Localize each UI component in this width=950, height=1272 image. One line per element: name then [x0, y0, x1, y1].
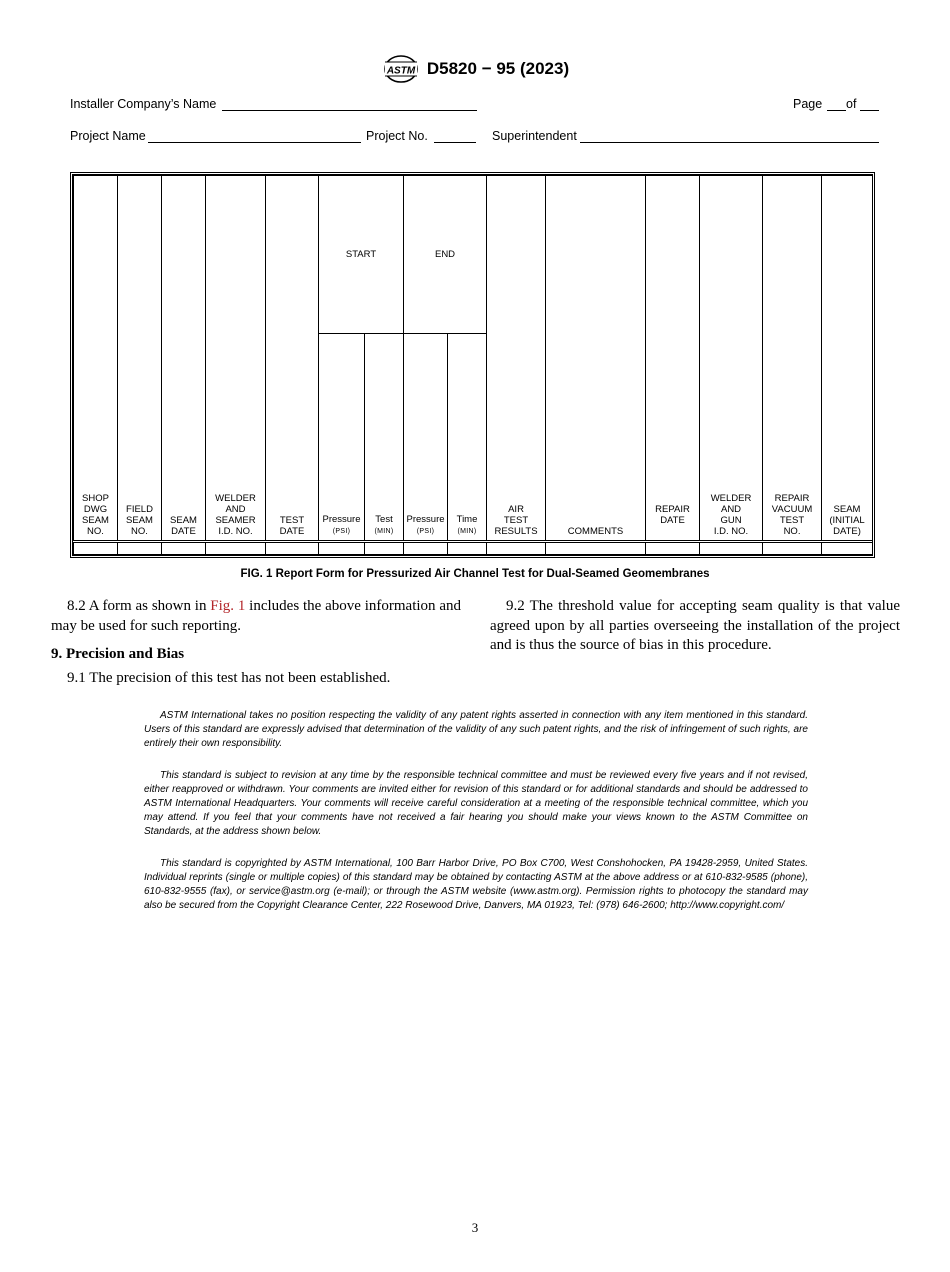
col-repair-date: REPAIR DATE	[646, 176, 700, 542]
col-repair-vacuum-test-no: REPAIR VACUUM TEST NO.	[763, 176, 822, 542]
entry-cell[interactable]	[487, 542, 546, 555]
entry-cell[interactable]	[763, 542, 822, 555]
table-body-row	[74, 542, 873, 555]
col-start-pressure: Pressure (PSI)	[319, 333, 365, 541]
col-group-end: END	[404, 176, 487, 334]
entry-cell[interactable]	[74, 542, 118, 555]
col-start-test: Test (MIN)	[365, 333, 404, 541]
project-name-label: Project Name	[70, 129, 146, 143]
left-column	[51, 597, 461, 688]
figure-caption: FIG. 1 Report Form for Pressurized Air Channel Test for Dual-Seamed Geomembranes	[240, 568, 710, 580]
document-header	[0, 56, 950, 82]
page-label: Page	[793, 97, 823, 111]
col-test-date: TEST DATE	[266, 176, 319, 542]
page-blank	[827, 110, 846, 111]
entry-cell[interactable]	[118, 542, 162, 555]
page-number: 3	[471, 1220, 479, 1235]
document-designation: D5820 − 95 (2023)	[426, 59, 570, 78]
col-shop-dwg-seam-no: SHOP DWG SEAM NO.	[74, 176, 118, 542]
fig-1-link[interactable]: Fig. 1	[210, 598, 246, 614]
entry-cell[interactable]	[404, 542, 448, 555]
notice-revision: This standard is subject to revision at any time by the responsible technical committee and must be reviewed every five years and if not revised, either reapproved or withdrawn. Your comments are invited either for revision of this standard or for additional standards and should be addressed to ASTM International Headquarters. Your comments will receive careful consideration at a meeting of the responsible technical committee, which you may attend. If you feel that your comments have not received a fair hearing you should make your views known to the ASTM Committee on Standards, at the address shown below.	[144, 770, 808, 837]
of-label: of	[846, 97, 857, 111]
col-field-seam-no: FIELD SEAM NO.	[118, 176, 162, 542]
col-welder-gun-id: WELDER AND GUN I.D. NO.	[700, 176, 763, 542]
col-welder-seamer-id: WELDER AND SEAMER I.D. NO.	[206, 176, 266, 542]
installer-name-blank	[222, 110, 477, 111]
col-seam-initial-date: SEAM (INITIAL DATE)	[822, 176, 873, 542]
entry-cell[interactable]	[365, 542, 404, 555]
entry-cell[interactable]	[448, 542, 487, 555]
entry-cell[interactable]	[700, 542, 763, 555]
entry-cell[interactable]	[319, 542, 365, 555]
astm-logo-icon	[381, 54, 421, 84]
entry-cell[interactable]	[646, 542, 700, 555]
entry-cell[interactable]	[162, 542, 206, 555]
paragraph-9-1: 9.1 The precision of this test has not been established.	[67, 669, 391, 686]
report-form-table	[70, 172, 875, 558]
project-no-blank	[434, 142, 476, 143]
col-end-pressure: Pressure (PSI)	[404, 333, 448, 541]
installer-name-label: Installer Company’s Name	[70, 97, 217, 111]
entry-cell[interactable]	[266, 542, 319, 555]
superintendent-blank	[580, 142, 879, 143]
notice-patent: ASTM International takes no position respecting the validity of any patent rights asserted in connection with any item mentioned in this standard. Users of this standard are expressly advised that determination of the validity of any such patent rights, and the risk of infringement of such rights, are entirely their own responsibility.	[144, 710, 808, 749]
entry-cell[interactable]	[546, 542, 646, 555]
col-seam-date: SEAM DATE	[162, 176, 206, 542]
section-9-heading: 9. Precision and Bias	[51, 646, 185, 662]
notice-copyright: This standard is copyrighted by ASTM International, 100 Barr Harbor Drive, PO Box C700, West Conshohocken, PA 19428-2959, United States. Individual reprints (single or multiple copies) of this standard may be obtained by contacting ASTM at the above address or at 610-832-9585 (phone), 610-832-9555 (fax), or service@astm.org (e-mail); or through the ASTM website (www.astm.org). Permission rights to photocopy the standard may also be secured from the Copyright Clearance Center, 222 Rosewood Drive, Danvers, MA 01923, Tel: (978) 646-2600; http://www.copyright.com/	[144, 858, 808, 911]
superintendent-label: Superintendent	[492, 129, 577, 143]
entry-cell[interactable]	[206, 542, 266, 555]
astm-logo-text: ASTM	[386, 65, 416, 77]
project-name-blank	[148, 142, 361, 143]
col-group-start: START	[319, 176, 404, 334]
col-air-test-results: AIR TEST RESULTS	[487, 176, 546, 542]
col-end-time: Time (MIN)	[448, 333, 487, 541]
paragraph-8-2: 8.2 A form as shown in Fig. 1 includes the above information and may be used for such reporting.	[51, 598, 462, 634]
project-no-label: Project No.	[366, 129, 428, 143]
of-blank	[860, 110, 879, 111]
col-comments: COMMENTS	[546, 176, 646, 542]
entry-cell[interactable]	[822, 542, 873, 555]
paragraph-9-2: 9.2 The threshold value for accepting seam quality is that value agreed upon by all parties overseeing the installation of the project and is thus the source of bias in this procedure.	[490, 598, 900, 653]
right-column	[490, 597, 900, 656]
